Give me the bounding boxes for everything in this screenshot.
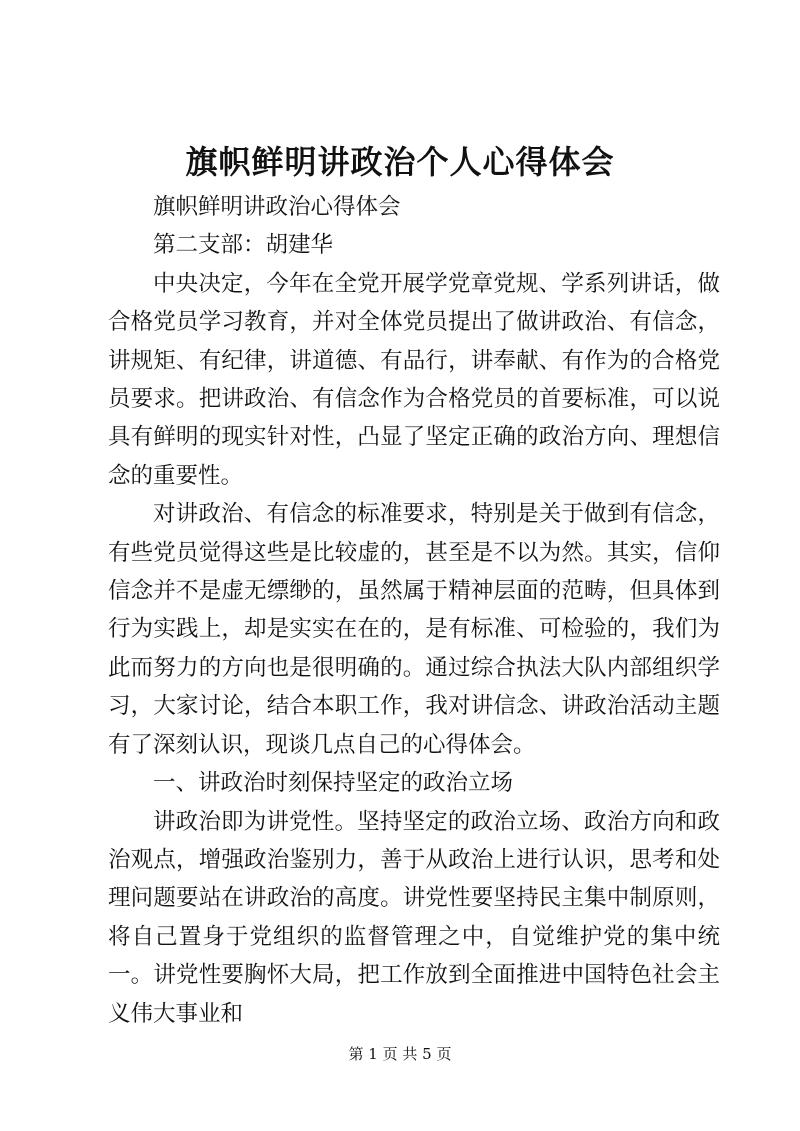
page-number-footer: 第 1 页 共 5 页	[348, 1045, 452, 1063]
body-paragraph: 中央决定，今年在全党开展学党章党规、学系列讲话，做合格党员学习教育，并对全体党员提出了做讲政治、有信念，讲规矩、有纪律，讲道德、有品行，讲奉献、有作为的合格党员要求。把讲政治、有信念作为合格党员的首要标准，可以说具有鲜明的现实针对性，凸显了坚定正确的政治方向、理想信念的重要性。	[108, 270, 720, 489]
subtitle-paragraph: 旗帜鲜明讲政治心得体会	[153, 194, 401, 220]
document-body	[108, 188, 720, 1033]
section-heading: 一、讲政治时刻保持坚定的政治立场	[153, 770, 514, 797]
body-paragraph: 讲政治即为讲党性。坚持坚定的政治立场、政治方向和政治观点，增强政治鉴别力，善于从政治上进行认识，思考和处理问题要站在讲政治的高度。讲党性要坚持民主集中制原则，将自己置身于党组织的监督管理之中，自觉维护党的集中统一。讲党性要胸怀大局，把工作放到全面推进中国特色社会主义伟大事业和	[108, 808, 720, 1027]
body-paragraph: 对讲政治、有信念的标准要求，特别是关于做到有信念，有些党员觉得这些是比较虚的，甚至是不以为然。其实，信仰信念并不是虚无缥缈的，虽然属于精神层面的范畴，但具体到行为实践上，却是实实在在的，是有标准、可检验的，我们为此而努力的方向也是很明确的。通过综合执法大队内部组织学习，大家讨论，结合本职工作，我对讲信念、讲政治活动主题有了深刻认识，现谈几点自己的心得体会。	[108, 501, 720, 758]
author-paragraph: 第二支部：胡建华	[153, 232, 334, 259]
document-title: 旗帜鲜明讲政治个人心得体会	[185, 143, 615, 181]
